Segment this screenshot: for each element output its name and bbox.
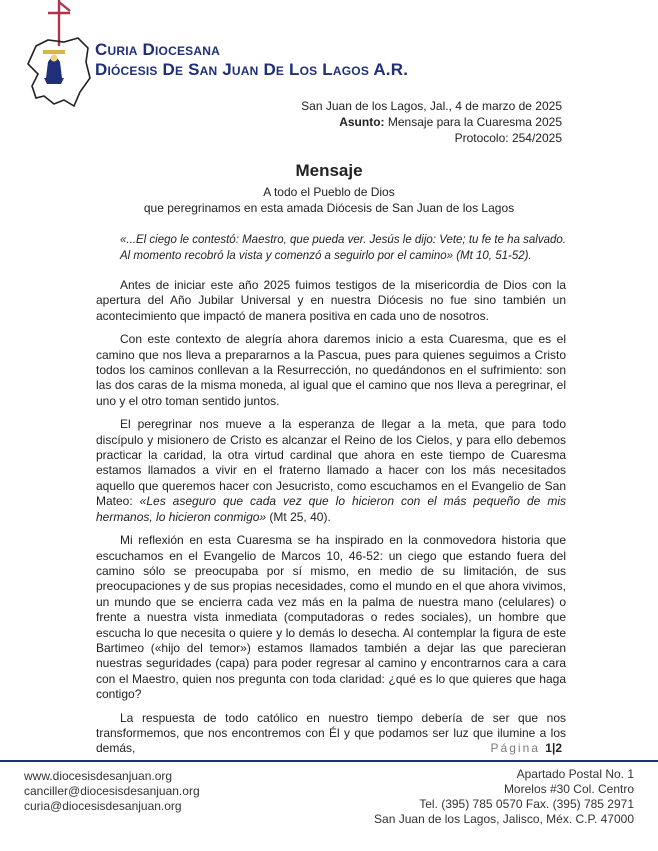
street-address: Morelos #30 Col. Centro xyxy=(503,782,634,796)
city-address: San Juan de los Lagos, Jalisco, Méx. C.P. 47000 xyxy=(374,812,634,826)
letter-body xyxy=(96,278,566,765)
phone-fax: Tel. (395) 785 0570 Fax. (395) 785 2971 xyxy=(419,797,634,811)
epigraph-quote: «...El ciego le contestó: Maestro, que pueda ver. Jesús le dijo: Vete; tu fe te ha salvado. Al momento recobró la vista y comenzó a seguirlo por el camino» (Mt 10, 51-52). xyxy=(120,234,566,262)
institution-name xyxy=(95,40,408,80)
diocese-logo xyxy=(14,0,92,112)
addressee-line-2: que peregrinamos en esta amada Diócesis de San Juan de los Lagos xyxy=(143,201,515,215)
po-box: Apartado Postal No. 1 xyxy=(516,767,634,781)
footer-divider xyxy=(0,760,658,762)
paragraph-5: La respuesta de todo católico en nuestro tiempo debería de ser que nos transformemos, que nos encontremos con Él y que podamos ser luz que ilumine a los demás, xyxy=(96,710,566,756)
place-date: San Juan de los Lagos, Jal., 4 de marzo de 2025 xyxy=(301,99,562,113)
letter-meta xyxy=(301,98,562,146)
page-label: Página xyxy=(490,741,540,755)
subject-line xyxy=(301,114,562,130)
document-title: Mensaje xyxy=(295,161,363,180)
subject-value: Mensaje para la Cuaresma 2025 xyxy=(387,115,562,129)
page-separator: | xyxy=(551,741,556,755)
paragraph-3 xyxy=(96,417,566,525)
institution-line-2: Diócesis De San Juan De Los Lagos A.R. xyxy=(95,60,409,79)
cross-icon xyxy=(48,0,70,46)
email-chancellor[interactable]: canciller@diocesisdesanjuan.org xyxy=(24,784,200,798)
paragraph-2: Con este contexto de alegría ahora daremos inicio a esta Cuaresma, que es el camino que nos lleva a prepararnos a la Pascua, pues para quienes seguimos a Cristo todos los caminos conllevan a la Resurrección, no quedándonos en el sufrimiento: son las dos caras de la misma moneda, al igual que el camino que nos lleva a peregrinar, el uno y el otro toman sentido juntos. xyxy=(96,332,566,408)
email-curia[interactable]: curia@diocesisdesanjuan.org xyxy=(24,799,182,813)
gospel-reference: (Mt 25, 40). xyxy=(266,509,331,524)
page-current: 1 xyxy=(545,741,552,755)
institution-line-1: Curia Diocesana xyxy=(95,40,220,59)
website-link[interactable]: www.diocesisdesanjuan.org xyxy=(24,769,173,783)
footer-address xyxy=(374,767,634,827)
page-number xyxy=(491,741,562,755)
addressee xyxy=(60,184,598,216)
paragraph-4: Mi reflexión en esta Cuaresma se ha inspirado en la conmovedora historia que escuchamos en el Evangelio de Marcos 10, 46-52: un ciego que estando fuera del camino sólo se preocupaba por sí mismo, en medio de su limitación, de sus preocupaciones y de sus propias necesidades, como el mundo en el que ahora vivimos, un mundo que se encierra cada vez más en la palma de nuestra mano (celulares) o frente a nuestra vista inmediata (computadoras o redes sociales), un hombre que escucha lo que necesita o quiere y lo demás lo desecha. Al contemplar la figura de este Bartimeo («hijo del temor») estamos llamados también a dejar las que parecieran nuestras seguridades (capa) para poder regresar al camino y encontrarnos cara a cara con el Maestro, quien nos pregunta con toda claridad: ¿qué es lo que quieres que haga contigo? xyxy=(96,533,566,702)
paragraph-1: Antes de iniciar este año 2025 fuimos testigos de la misericordia de Dios con la apertura del Año Jubilar Universal y en nuestra Diócesis no fue sino también un acontecimiento que impactó de manera positiva en cada uno de nosotros. xyxy=(96,278,566,323)
addressee-line-1: A todo el Pueblo de Dios xyxy=(263,185,395,199)
subject-label: Asunto: xyxy=(339,115,385,129)
paragraph-3-text: El peregrinar nos mueve a la esperanza de llegar a la meta, que para todo discípulo y misionero de Cristo es alcanzar el Reino de los Cielos, y para ello debemos practicar la caridad, la otra virtud cardinal que ahora en este tiempo de Cuaresma estamos llamados a vivir en el fraterno llamado a hacer con los más necesitados aquello que queremos hacer con Jesucristo, como escuchamos en el Evangelio de San Mateo: xyxy=(96,417,566,509)
virgin-figure-icon xyxy=(43,50,65,84)
gospel-quote: «Les aseguro que cada vez que lo hicieron con el más pequeño de mis hermanos, lo hicieron conmigo» xyxy=(96,494,566,524)
footer-contacts xyxy=(24,769,200,814)
protocol-number: Protocolo: 254/2025 xyxy=(454,131,562,145)
page-total: 2 xyxy=(555,741,562,755)
